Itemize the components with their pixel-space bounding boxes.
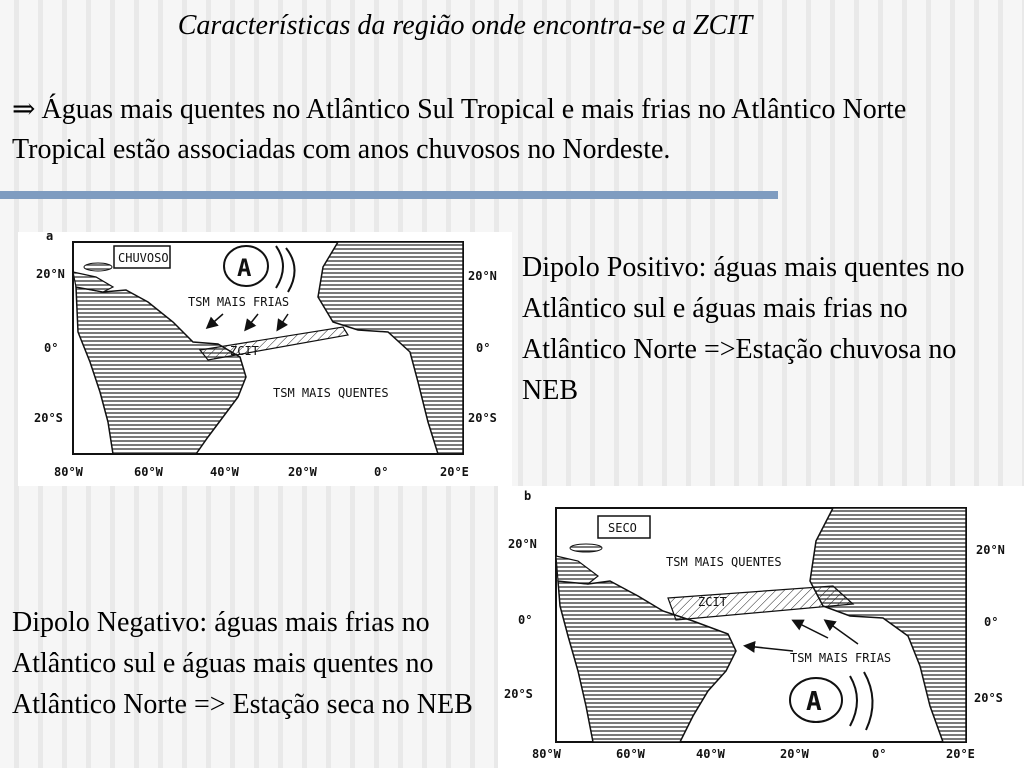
map-negative-svg [498, 486, 1024, 768]
zcit-label: ZCIT [698, 595, 727, 609]
intro-text: Águas mais quentes no Atlântico Sul Tropical e mais frias no Atlântico Norte Tropical estão associadas com anos chuvosos no Nordeste. [12, 94, 907, 165]
lat-label-right: 0° [476, 341, 491, 355]
lon-label: 20°W [780, 747, 809, 761]
positive-dipole-caption: Dipolo Positivo: águas mais quentes no Atlântico sul e águas mais frias no Atlântico Norte =>Estação chuvosa no NEB [522, 252, 965, 406]
lon-label: 60°W [134, 465, 163, 479]
lat-label-right: 20°S [468, 411, 497, 425]
lon-label: 20°E [440, 465, 469, 479]
cold-sst-label: TSM MAIS FRIAS [790, 651, 892, 665]
slide-title: Características da região onde encontra-se a ZCIT [177, 10, 753, 41]
zcit-label: ZCIT [230, 344, 259, 358]
lon-label: 60°W [616, 747, 645, 761]
lat-label-right: 0° [984, 615, 999, 629]
caribbean-island [570, 544, 602, 552]
panel-letter: a [46, 232, 54, 243]
lon-label: 80°W [532, 747, 561, 761]
lon-label: 0° [374, 465, 389, 479]
lat-label: 0° [518, 613, 533, 627]
lat-label: 20°N [36, 267, 65, 281]
lon-label: 40°W [696, 747, 725, 761]
negative-dipole-caption: Dipolo Negativo: águas mais frias no Atlântico sul e águas mais quentes no Atlântico Norte => Estação seca no NEB [12, 607, 473, 720]
lon-label: 20°W [288, 465, 317, 479]
lat-label-right: 20°S [974, 691, 1003, 705]
high-pressure-symbol: A [237, 254, 252, 282]
high-pressure-symbol: A [806, 687, 822, 717]
lat-label: 0° [44, 341, 59, 355]
divider-rule [0, 191, 778, 199]
lat-label: 20°N [508, 537, 537, 551]
map-positive-dipole [18, 232, 512, 486]
map-negative-dipole [498, 486, 1024, 768]
lon-label: 40°W [210, 465, 239, 479]
lon-label: 80°W [54, 465, 83, 479]
lat-label: 20°S [504, 687, 533, 701]
warm-sst-label: TSM MAIS QUENTES [666, 555, 782, 569]
lat-label: 20°S [34, 411, 63, 425]
lat-label-right: 20°N [468, 269, 497, 283]
warm-sst-label: TSM MAIS QUENTES [273, 386, 389, 400]
caribbean-island [84, 263, 112, 271]
lon-label: 20°E [946, 747, 975, 761]
lat-label-right: 20°N [976, 543, 1005, 557]
map-positive-svg [18, 232, 512, 486]
lon-label: 0° [872, 747, 887, 761]
panel-letter: b [524, 489, 532, 503]
cold-sst-label: TSM MAIS FRIAS [188, 295, 290, 309]
intro-paragraph [12, 90, 922, 170]
condition-label: SECO [608, 521, 637, 535]
condition-label: CHUVOSO [118, 251, 169, 265]
implies-arrow-icon: ⇒ [12, 94, 36, 125]
